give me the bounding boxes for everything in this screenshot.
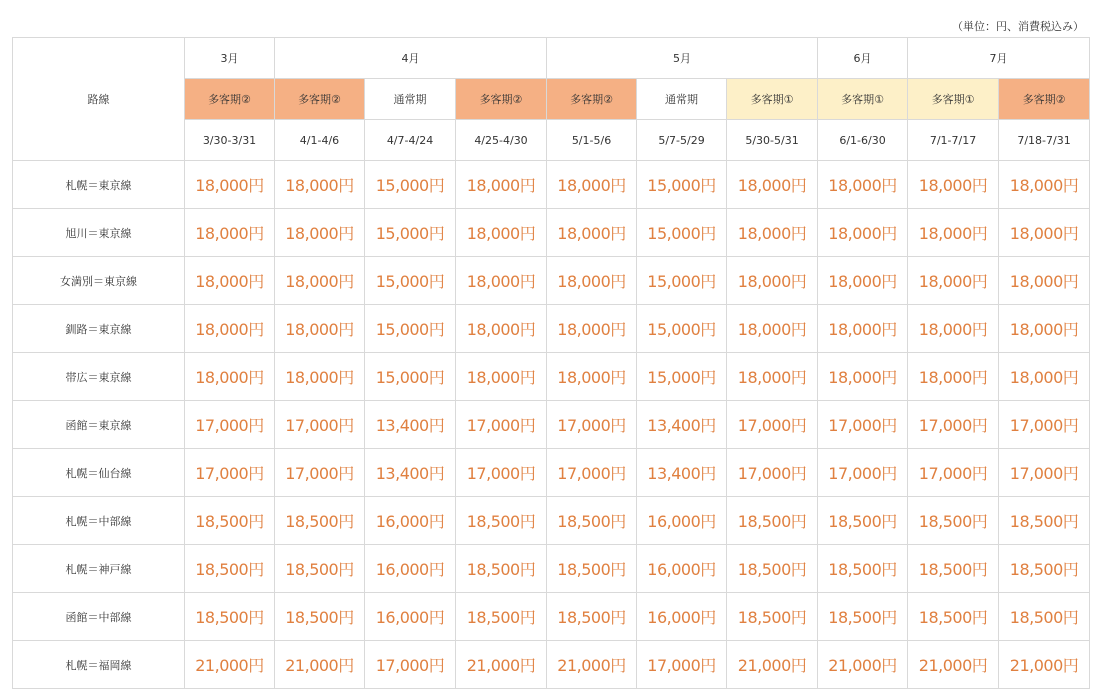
date-range-header: 6/1-6/30 bbox=[818, 120, 908, 161]
date-range-header: 7/1-7/17 bbox=[908, 120, 999, 161]
fare-cell: 18,000円 bbox=[818, 161, 908, 209]
season-header: 通常期 bbox=[637, 79, 727, 120]
fare-cell: 18,500円 bbox=[999, 593, 1090, 641]
fare-cell: 18,500円 bbox=[999, 497, 1090, 545]
unit-note: （単位：円、消費税込み） bbox=[952, 20, 1084, 33]
fare-cell: 21,000円 bbox=[185, 641, 275, 689]
season-header: 多客期① bbox=[727, 79, 818, 120]
fare-cell: 18,000円 bbox=[275, 257, 365, 305]
fare-cell: 17,000円 bbox=[185, 401, 275, 449]
table-header bbox=[13, 38, 1090, 161]
fare-cell: 18,000円 bbox=[185, 353, 275, 401]
date-range-header: 3/30-3/31 bbox=[185, 120, 275, 161]
fare-cell: 18,000円 bbox=[185, 257, 275, 305]
fare-cell: 15,000円 bbox=[637, 257, 727, 305]
fare-cell: 18,000円 bbox=[999, 353, 1090, 401]
fare-cell: 15,000円 bbox=[637, 209, 727, 257]
fare-cell: 18,000円 bbox=[727, 305, 818, 353]
fare-cell: 18,000円 bbox=[275, 161, 365, 209]
table-row bbox=[13, 449, 1090, 497]
month-header: 5月 bbox=[547, 38, 818, 79]
season-header: 多客期① bbox=[908, 79, 999, 120]
fare-cell: 18,000円 bbox=[547, 257, 637, 305]
fare-cell: 13,400円 bbox=[365, 449, 456, 497]
fare-cell: 18,000円 bbox=[818, 257, 908, 305]
fare-cell: 15,000円 bbox=[637, 305, 727, 353]
fare-cell: 18,000円 bbox=[275, 353, 365, 401]
fare-cell: 18,500円 bbox=[275, 497, 365, 545]
fare-cell: 17,000円 bbox=[456, 449, 547, 497]
fare-cell: 18,500円 bbox=[727, 593, 818, 641]
season-header: 多客期① bbox=[818, 79, 908, 120]
date-range-header: 5/7-5/29 bbox=[637, 120, 727, 161]
fare-cell: 21,000円 bbox=[456, 641, 547, 689]
fare-cell: 17,000円 bbox=[275, 401, 365, 449]
route-name: 函館＝中部線 bbox=[13, 593, 185, 641]
route-name: 釧路＝東京線 bbox=[13, 305, 185, 353]
fare-cell: 18,500円 bbox=[456, 497, 547, 545]
month-header: 3月 bbox=[185, 38, 275, 79]
date-range-header: 4/7-4/24 bbox=[365, 120, 456, 161]
fare-cell: 18,000円 bbox=[547, 305, 637, 353]
fare-cell: 18,000円 bbox=[908, 257, 999, 305]
fare-cell: 18,000円 bbox=[456, 257, 547, 305]
fare-cell: 18,000円 bbox=[999, 257, 1090, 305]
route-name: 札幌＝神戸線 bbox=[13, 545, 185, 593]
route-column-header: 路線 bbox=[13, 38, 185, 161]
fare-cell: 18,000円 bbox=[456, 209, 547, 257]
month-header-row bbox=[13, 38, 1090, 79]
fare-cell: 16,000円 bbox=[365, 545, 456, 593]
route-name: 函館＝東京線 bbox=[13, 401, 185, 449]
fare-cell: 17,000円 bbox=[547, 449, 637, 497]
fare-cell: 18,000円 bbox=[727, 257, 818, 305]
fare-cell: 15,000円 bbox=[365, 209, 456, 257]
table-row bbox=[13, 641, 1090, 689]
fare-cell: 18,000円 bbox=[547, 161, 637, 209]
fare-cell: 18,500円 bbox=[547, 593, 637, 641]
fare-cell: 18,500円 bbox=[908, 593, 999, 641]
fare-cell: 18,000円 bbox=[908, 161, 999, 209]
fare-cell: 18,500円 bbox=[818, 545, 908, 593]
route-name: 札幌＝中部線 bbox=[13, 497, 185, 545]
fare-cell: 17,000円 bbox=[908, 449, 999, 497]
fare-cell: 18,500円 bbox=[275, 545, 365, 593]
fare-cell: 18,000円 bbox=[456, 353, 547, 401]
fare-cell: 18,000円 bbox=[727, 209, 818, 257]
fare-cell: 17,000円 bbox=[275, 449, 365, 497]
fare-cell: 15,000円 bbox=[365, 305, 456, 353]
fare-cell: 18,500円 bbox=[275, 593, 365, 641]
route-name: 旭川＝東京線 bbox=[13, 209, 185, 257]
fare-cell: 17,000円 bbox=[547, 401, 637, 449]
table-row bbox=[13, 401, 1090, 449]
fare-cell: 18,500円 bbox=[818, 497, 908, 545]
date-range-header: 5/1-5/6 bbox=[547, 120, 637, 161]
fare-cell: 18,500円 bbox=[185, 497, 275, 545]
table-row bbox=[13, 209, 1090, 257]
fare-cell: 18,000円 bbox=[999, 161, 1090, 209]
fare-cell: 17,000円 bbox=[727, 401, 818, 449]
table-row bbox=[13, 305, 1090, 353]
fare-cell: 18,000円 bbox=[185, 305, 275, 353]
month-header: 7月 bbox=[908, 38, 1090, 79]
table-row bbox=[13, 353, 1090, 401]
fare-cell: 16,000円 bbox=[365, 593, 456, 641]
fare-cell: 15,000円 bbox=[365, 257, 456, 305]
fare-cell: 18,500円 bbox=[547, 545, 637, 593]
table-row bbox=[13, 593, 1090, 641]
table-row bbox=[13, 161, 1090, 209]
fare-cell: 21,000円 bbox=[275, 641, 365, 689]
fare-cell: 18,500円 bbox=[456, 545, 547, 593]
table-row bbox=[13, 257, 1090, 305]
fare-cell: 16,000円 bbox=[637, 593, 727, 641]
route-name: 札幌＝福岡線 bbox=[13, 641, 185, 689]
fare-cell: 18,000円 bbox=[185, 161, 275, 209]
season-header: 多客期② bbox=[456, 79, 547, 120]
fare-cell: 18,000円 bbox=[275, 305, 365, 353]
season-header: 多客期② bbox=[185, 79, 275, 120]
fare-cell: 18,500円 bbox=[185, 545, 275, 593]
fare-cell: 18,500円 bbox=[547, 497, 637, 545]
fare-cell: 13,400円 bbox=[365, 401, 456, 449]
fare-cell: 17,000円 bbox=[637, 641, 727, 689]
fare-cell: 13,400円 bbox=[637, 401, 727, 449]
table-body bbox=[13, 161, 1090, 689]
date-range-header: 7/18-7/31 bbox=[999, 120, 1090, 161]
fare-cell: 18,000円 bbox=[818, 209, 908, 257]
fare-cell: 18,500円 bbox=[727, 497, 818, 545]
fare-cell: 18,500円 bbox=[999, 545, 1090, 593]
fare-cell: 13,400円 bbox=[637, 449, 727, 497]
fare-cell: 21,000円 bbox=[727, 641, 818, 689]
fare-cell: 17,000円 bbox=[999, 449, 1090, 497]
fare-cell: 18,000円 bbox=[908, 209, 999, 257]
table-row bbox=[13, 497, 1090, 545]
fare-cell: 15,000円 bbox=[365, 161, 456, 209]
route-name: 札幌＝東京線 bbox=[13, 161, 185, 209]
fare-cell: 18,000円 bbox=[456, 305, 547, 353]
fare-cell: 21,000円 bbox=[818, 641, 908, 689]
fare-cell: 18,000円 bbox=[727, 353, 818, 401]
fare-cell: 18,000円 bbox=[275, 209, 365, 257]
fare-cell: 18,000円 bbox=[908, 353, 999, 401]
fare-cell: 18,000円 bbox=[727, 161, 818, 209]
fare-cell: 21,000円 bbox=[999, 641, 1090, 689]
fare-table bbox=[12, 37, 1090, 689]
route-name: 帯広＝東京線 bbox=[13, 353, 185, 401]
fare-cell: 17,000円 bbox=[818, 401, 908, 449]
fare-cell: 18,000円 bbox=[818, 305, 908, 353]
fare-cell: 16,000円 bbox=[637, 497, 727, 545]
fare-cell: 15,000円 bbox=[365, 353, 456, 401]
fare-cell: 18,000円 bbox=[547, 209, 637, 257]
season-header: 通常期 bbox=[365, 79, 456, 120]
fare-cell: 17,000円 bbox=[456, 401, 547, 449]
fare-cell: 17,000円 bbox=[818, 449, 908, 497]
fare-cell: 17,000円 bbox=[908, 401, 999, 449]
fare-cell: 16,000円 bbox=[365, 497, 456, 545]
table-row bbox=[13, 545, 1090, 593]
fare-cell: 18,000円 bbox=[547, 353, 637, 401]
date-range-header: 4/25-4/30 bbox=[456, 120, 547, 161]
fare-cell: 18,000円 bbox=[818, 353, 908, 401]
date-range-header: 4/1-4/6 bbox=[275, 120, 365, 161]
season-header: 多客期② bbox=[999, 79, 1090, 120]
fare-cell: 17,000円 bbox=[727, 449, 818, 497]
fare-cell: 17,000円 bbox=[999, 401, 1090, 449]
fare-cell: 18,500円 bbox=[727, 545, 818, 593]
fare-cell: 18,000円 bbox=[456, 161, 547, 209]
fare-cell: 21,000円 bbox=[908, 641, 999, 689]
route-name: 女満別＝東京線 bbox=[13, 257, 185, 305]
month-header: 4月 bbox=[275, 38, 547, 79]
route-name: 札幌＝仙台線 bbox=[13, 449, 185, 497]
date-range-header: 5/30-5/31 bbox=[727, 120, 818, 161]
fare-cell: 18,000円 bbox=[999, 209, 1090, 257]
fare-cell: 17,000円 bbox=[185, 449, 275, 497]
month-header: 6月 bbox=[818, 38, 908, 79]
fare-cell: 18,500円 bbox=[185, 593, 275, 641]
fare-cell: 18,000円 bbox=[908, 305, 999, 353]
fare-cell: 17,000円 bbox=[365, 641, 456, 689]
fare-cell: 16,000円 bbox=[637, 545, 727, 593]
fare-cell: 18,000円 bbox=[185, 209, 275, 257]
season-header: 多客期② bbox=[275, 79, 365, 120]
fare-cell: 18,500円 bbox=[818, 593, 908, 641]
fare-cell: 15,000円 bbox=[637, 161, 727, 209]
fare-cell: 18,000円 bbox=[999, 305, 1090, 353]
fare-cell: 18,500円 bbox=[908, 497, 999, 545]
season-header: 多客期② bbox=[547, 79, 637, 120]
fare-cell: 15,000円 bbox=[637, 353, 727, 401]
fare-cell: 18,500円 bbox=[456, 593, 547, 641]
fare-cell: 18,500円 bbox=[908, 545, 999, 593]
fare-cell: 21,000円 bbox=[547, 641, 637, 689]
